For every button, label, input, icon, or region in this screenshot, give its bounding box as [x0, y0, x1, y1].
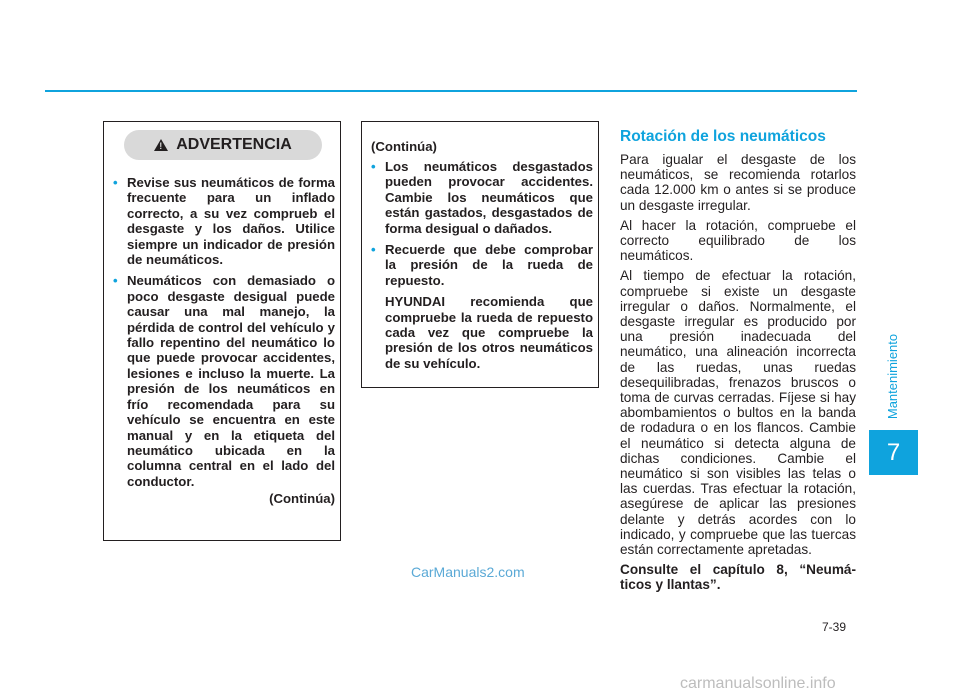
- chapter-side-label: [876, 326, 910, 426]
- continued-heading: (Continúa): [371, 139, 437, 154]
- page-number: 7-39: [822, 620, 847, 634]
- warning-content: [113, 175, 335, 506]
- warning-bullet: • Revise sus neumáticos de forma frecuente para un inflado correcto, a su vez comprueb el desgaste y los daños. Utilice siempre un indicador de presión de neumáticos.: [113, 175, 335, 267]
- warning-bullet: • Neumáticos con demasiado o poco desgaste desigual puede causar una mal manejo, la pérdida de control del vehículo y fallo repentino del neumático lo que puede provocar accidentes, lesiones e incluso la muerte. La presión de los neumáticos en frío recomendada para su vehículo se encuentra en este manual y en la etiqueta del neumático ubicada en la columna central en el lado del conductor.: [113, 273, 335, 489]
- section-title: Rotación de los neumáticos: [620, 128, 826, 145]
- chapter-tab: 7: [869, 430, 918, 475]
- top-rule: [45, 90, 857, 92]
- warning-header: [124, 130, 322, 160]
- continued-note: HYUNDAI recomienda que compruebe la rueda de repuesto cada vez que compruebe la presión de los otros neumáticos de su vehículo.: [385, 294, 593, 371]
- warning-header-label: ADVERTENCIA: [176, 136, 292, 153]
- warning-box: [103, 121, 341, 541]
- continued-bullet: • Recuerde que debe comprobar la presión de la rueda de repuesto.: [371, 242, 593, 288]
- watermark-footer: carmanualsonline.info: [680, 675, 836, 692]
- section-paragraph: Al hacer la rotación, compruebe el correcto equilibrado de los neumáticos.: [620, 217, 856, 264]
- section-body: [620, 152, 856, 598]
- section-paragraph: Al tiempo de efectuar la rotación, compruebe si existe un desgaste irregular o daños. Normalmente, el desgaste irregular es producido por una presión inadecuada del neumático, una alineación incorrecta de las ruedas, unas ruedas desequilibradas, frenazos bruscos o toma de curvas cerradas. Fíjese si hay abombamientos o bultos en la banda de rodadura o en los flancos. Cambie el neumático si detecta alguna de dichas condiciones. Cambie el neumático si son visibles las telas o las cuerdas. Tras efectuar la rotación, asegúrese de aplicar las presiones delante y detrás acordes con lo indicado, y compruebe que las tuercas están correctamente apretadas.: [620, 268, 856, 558]
- watermark-link[interactable]: CarManuals2.com: [411, 564, 525, 580]
- section-reference: Consulte el capítulo 8, “Neumá-ticos y llantas”.: [620, 562, 856, 593]
- continued-bullet: • Los neumáticos desgastados pueden provocar accidentes. Cambie los neumáticos que están gastados, desgastados de forma desigual o dañados.: [371, 159, 593, 236]
- continued-label: (Continúa): [269, 491, 335, 507]
- continued-box: [361, 121, 599, 388]
- continued-content: [371, 139, 593, 371]
- chapter-label-text: Mantenimiento: [885, 333, 901, 419]
- section-paragraph: Para igualar el desgaste de los neumáticos, se recomienda rotarlos cada 12.000 km o antes si se produce un desgaste irregular.: [620, 152, 856, 213]
- warning-triangle-icon: [154, 139, 168, 151]
